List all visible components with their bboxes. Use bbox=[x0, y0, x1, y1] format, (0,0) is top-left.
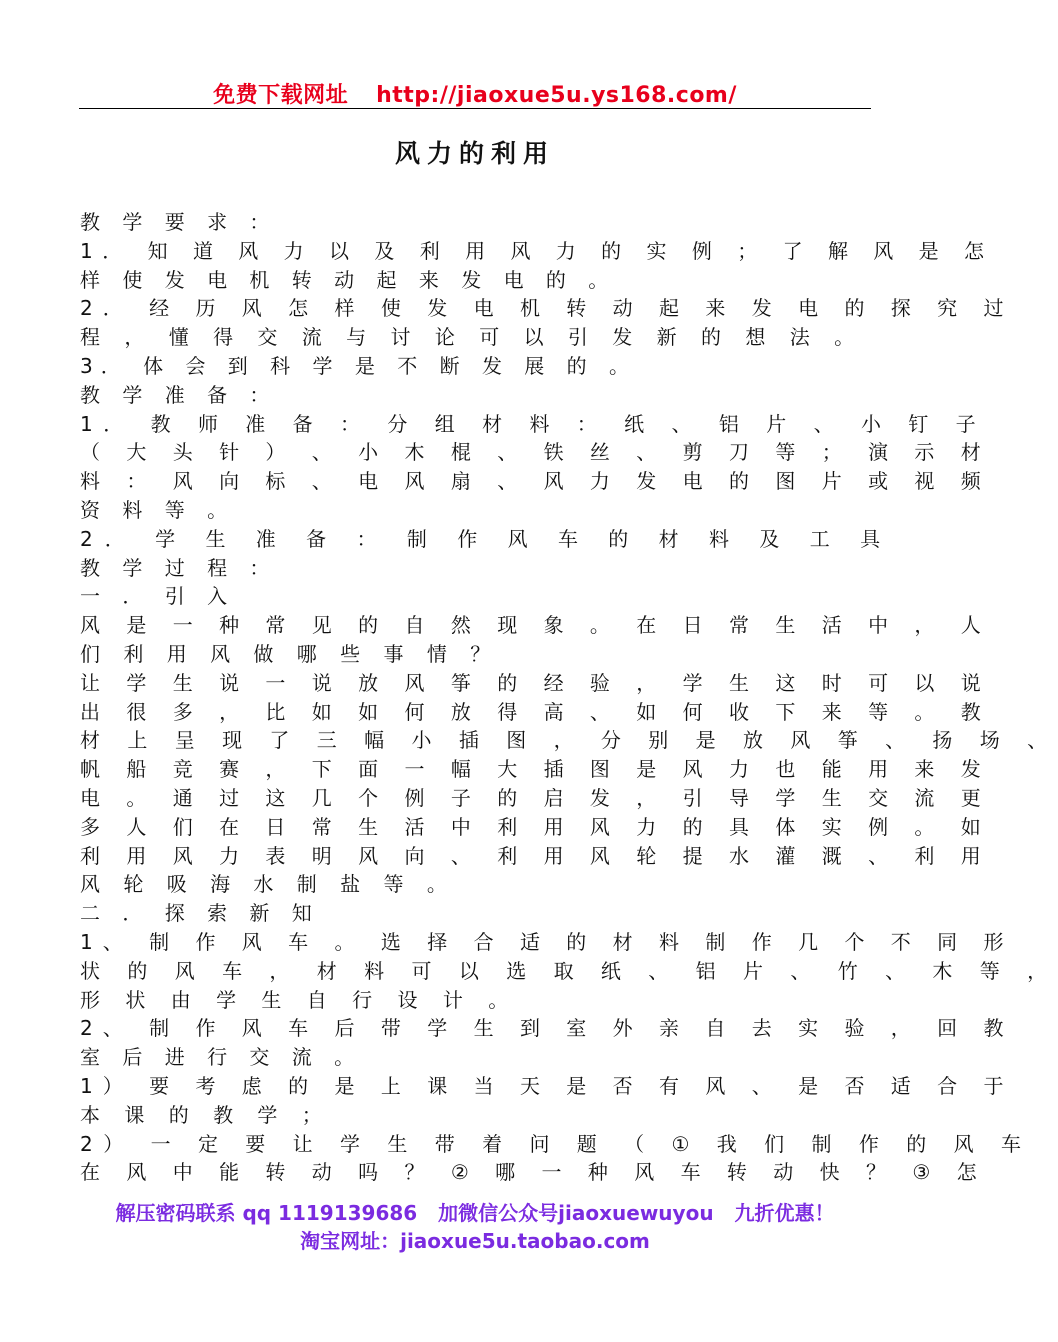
text-line: 电 。 通 过 这 几 个 例 子 的 启 发 ， 引 导 学 生 交 流 更 bbox=[80, 785, 991, 810]
text-line: 帆 船 竞 赛 ， 下 面 一 幅 大 插 图 是 风 力 也 能 用 来 发 bbox=[80, 757, 991, 782]
text-line: 2． 经 历 风 怎 样 使 发 电 机 转 动 起 来 发 电 的 探 究 过 bbox=[80, 296, 1014, 321]
text-line: 教 学 准 备 ： bbox=[80, 382, 278, 407]
footer-discount: 九折优惠！ bbox=[734, 1201, 835, 1225]
footer-password-text: 解压密码联系 bbox=[115, 1201, 236, 1225]
text-line: 2） 一 定 要 让 学 生 带 着 问 题 （ ① 我 们 制 作 的 风 车 bbox=[80, 1131, 1032, 1156]
text-line: 让 学 生 说 一 说 放 风 筝 的 经 验 ， 学 生 这 时 可 以 说 bbox=[80, 670, 991, 695]
text-line: 1． 知 道 风 力 以 及 利 用 风 力 的 实 例 ； 了 解 风 是 怎 bbox=[80, 238, 994, 263]
footer-taobao bbox=[0, 1225, 950, 1254]
text-line: 程 ， 懂 得 交 流 与 讨 论 可 以 引 发 新 的 想 法 。 bbox=[80, 325, 864, 350]
text-line: 1． 教 师 准 备 ： 分 组 材 料 ： 纸 、 铝 片 、 小 钉 子 bbox=[80, 411, 987, 436]
text-line: 资 料 等 。 bbox=[80, 497, 236, 522]
text-line: 们 利 用 风 做 哪 些 事 情 ？ bbox=[80, 641, 499, 666]
footer-qq: qq 1119139686 bbox=[242, 1201, 418, 1225]
page-title: 风力的利用 bbox=[394, 139, 555, 168]
text-line: 料 ： 风 向 标 、 电 风 扇 、 风 力 发 电 的 图 片 或 视 频 bbox=[80, 469, 991, 494]
text-line: 多 人 们 在 日 常 生 活 中 利 用 风 力 的 具 体 实 例 。 如 bbox=[80, 814, 991, 839]
text-line: 二 ． 探 索 新 知 bbox=[80, 901, 320, 926]
text-line: 出 很 多 ， 比 如 如 何 放 得 高 、 如 何 收 下 来 等 。 教 bbox=[80, 699, 991, 724]
text-line: 3． 体 会 到 科 学 是 不 断 发 展 的 。 bbox=[80, 353, 638, 378]
text-line: 形 状 由 学 生 自 行 设 计 。 bbox=[80, 987, 518, 1012]
text-line: 样 使 发 电 机 转 动 起 来 发 电 的 。 bbox=[80, 267, 617, 292]
footer-contact bbox=[0, 1197, 950, 1226]
taobao-url-link[interactable]: jiaoxue5u.taobao.com bbox=[400, 1229, 650, 1253]
download-label: 免费下载网址 bbox=[213, 83, 349, 108]
footer-wechat-text: 加微信公众号 bbox=[438, 1201, 559, 1225]
text-line: 一 ． 引 入 bbox=[80, 584, 236, 609]
text-line: 在 风 中 能 转 动 吗 ？ ② 哪 一 种 风 车 转 动 快 ？ ③ 怎 bbox=[80, 1160, 987, 1185]
download-url-link[interactable]: http://jiaoxue5u.ys168.com/ bbox=[376, 83, 737, 108]
download-header bbox=[0, 78, 950, 109]
text-line: 状 的 风 车 ， 材 料 可 以 选 取 纸 、 铝 片 、 竹 、 木 等 ， bbox=[80, 958, 1058, 983]
text-line: 2． 学 生 准 备 ： 制 作 风 车 的 材 料 及 工 具 bbox=[80, 526, 893, 551]
header-divider bbox=[79, 108, 871, 109]
lesson-body bbox=[80, 208, 1058, 1187]
taobao-label: 淘宝网址： bbox=[300, 1229, 401, 1253]
text-line: 教 学 过 程 ： bbox=[80, 555, 278, 580]
text-line: 室 后 进 行 交 流 。 bbox=[80, 1045, 363, 1070]
text-line: 本 课 的 教 学 ； bbox=[80, 1102, 331, 1127]
text-line: 材 上 呈 现 了 三 幅 小 插 图 ， 分 别 是 放 风 筝 、 扬 场 、 bbox=[80, 728, 1058, 753]
text-line: 风 轮 吸 海 水 制 盐 等 。 bbox=[80, 872, 456, 897]
text-line: 2、 制 作 风 车 后 带 学 生 到 室 外 亲 自 去 实 验 ， 回 教 bbox=[80, 1016, 1014, 1041]
text-line: 教 学 要 求 ： bbox=[80, 210, 278, 234]
text-line: 1、 制 作 风 车 。 选 择 合 适 的 材 料 制 作 几 个 不 同 形 bbox=[80, 929, 1014, 954]
text-line: 1） 要 考 虑 的 是 上 课 当 天 是 否 有 风 、 是 否 适 合 于 bbox=[80, 1073, 1014, 1098]
footer-wechat-id: jiaoxuewuyou bbox=[558, 1201, 714, 1225]
text-line: 利 用 风 力 表 明 风 向 、 利 用 风 轮 提 水 灌 溉 、 利 用 bbox=[80, 843, 991, 868]
text-line: 风 是 一 种 常 见 的 自 然 现 象 。 在 日 常 生 活 中 ， 人 bbox=[80, 613, 991, 638]
text-line: （ 大 头 针 ） 、 小 木 棍 、 铁 丝 、 剪 刀 等 ； 演 示 材 bbox=[80, 440, 991, 465]
